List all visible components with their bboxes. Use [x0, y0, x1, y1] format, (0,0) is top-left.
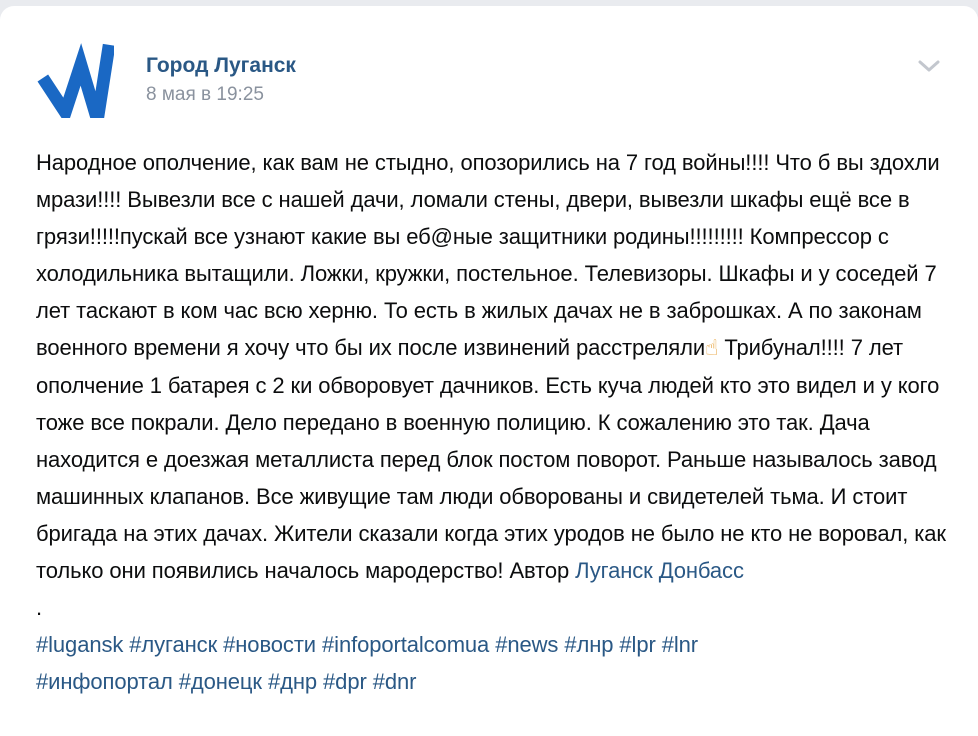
- hashtag-link[interactable]: #днр: [267, 669, 318, 694]
- post-header-text: [146, 53, 296, 106]
- post-menu-button[interactable]: [910, 52, 948, 85]
- community-avatar[interactable]: [36, 40, 114, 118]
- hashtags-block: [36, 626, 954, 700]
- post-text-part1: Народное ополчение, как вам не стыдно, опозорились на 7 год войны!!!! Что б вы здохли мрази!!!! Вывезли все с нашей дачи, ломали стены, двери, вывезли шкафы ещё все в грязи!!!!!пускай все узнают какие вы еб@ные защитники родины!!!!!!!!! Компрессор с холодильника вытащили. Ложки, кружки, постельное. Телевизоры. Шкафы и у соседей 7 лет таскают в ком час всю херню. То есть в жилых дачах не в заброшках. А по законам военного времени я хочу что бы их после извинений расстреляли: [36, 150, 940, 360]
- post-timestamp[interactable]: 8 мая в 19:25: [146, 83, 264, 105]
- hashtag-link[interactable]: #новости: [223, 632, 316, 657]
- community-name-link[interactable]: Город Луганск: [146, 53, 296, 77]
- hashtag-link[interactable]: #dpr: [323, 669, 367, 694]
- hashtag-line-1: [36, 626, 954, 663]
- hashtag-link[interactable]: #lugansk: [36, 632, 124, 657]
- post-header: [36, 40, 954, 118]
- chevron-down-icon: [916, 58, 942, 74]
- hashtag-link[interactable]: #lpr: [619, 632, 656, 657]
- post-card: [0, 6, 978, 736]
- hashtag-link[interactable]: #донецк: [178, 669, 262, 694]
- index-pointing-up-emoji: ☝: [705, 336, 719, 361]
- hashtag-link[interactable]: #infoportalcomua: [322, 632, 490, 657]
- hashtag-link[interactable]: #инфопортал: [36, 669, 173, 694]
- hashtag-link[interactable]: #news: [495, 632, 559, 657]
- hashtag-link[interactable]: #dnr: [372, 669, 417, 694]
- post-text: [36, 144, 954, 700]
- hashtag-line-2: [36, 663, 954, 700]
- post-text-period-line: .: [36, 595, 43, 620]
- hashtag-link[interactable]: #луганск: [129, 632, 218, 657]
- community-logo-icon: [36, 40, 114, 118]
- author-link[interactable]: Луганск Донбасс: [575, 558, 744, 583]
- post-text-part2: Трибунал!!!! 7 лет ополчение 1 батарея с 2 ки обворовует дачников. Есть куча людей кто это видел и у кого тоже все покрали. Дело передано в военную полицию. К сожалению это так. Дача находится е доезжая металлиста перед блок постом поворот. Раньше называлось завод машинных клапанов. Все живущие там люди обворованы и свидетелей тьма. И стоит бригада на этих дачах. Жители сказали когда этих уродов не было не кто не воровал, как только они появились началось мародерство! Автор: [36, 335, 946, 583]
- hashtag-link[interactable]: #лнр: [564, 632, 614, 657]
- hashtag-link[interactable]: #lnr: [661, 632, 699, 657]
